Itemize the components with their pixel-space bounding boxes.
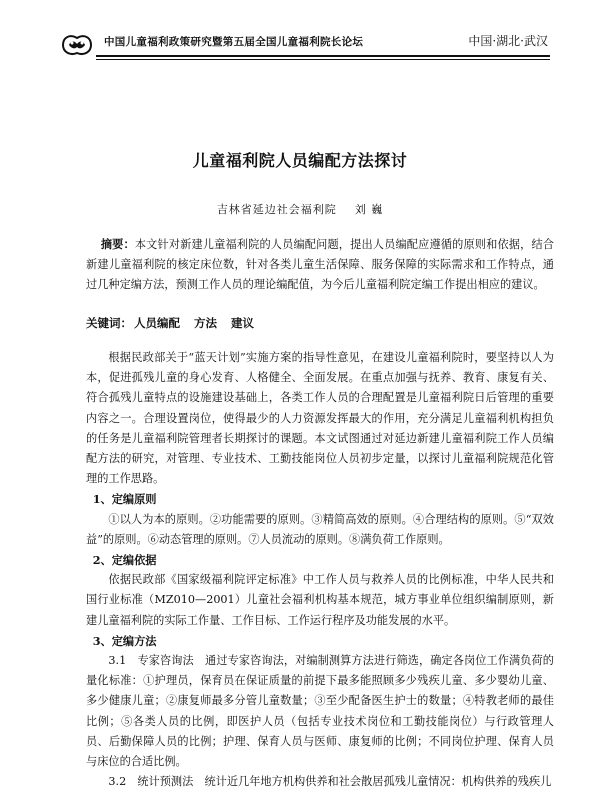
- section-heading: 1、定编原则: [92, 492, 157, 507]
- keyword: 方法: [194, 316, 217, 330]
- subsection-paragraph: 3.1 专家咨询法 通过专家咨询法，对编制测算方法进行筛选，确定各岗位工作满负荷的量化标准：①护理员，保育员在保证质量的前提下最多能照顾多少残疾儿童、多少婴幼儿童、多少健康儿童；②康复师最多分管儿童数量；③至少配备医生护士的数量；④特教老师的最佳比例；⑤各类人员的比例，即医护人员（包括专业技术岗位和工勤技能岗位）与行政管理人员、后勤保障人员的比例；护理、保育人员与医师、康复师的比例；不同岗位护理、保育人员与床位的合适比例。: [86, 654, 554, 769]
- affiliation: 吉林省延边社会福利院: [216, 203, 337, 216]
- section-heading: 3、定编方法: [92, 633, 157, 648]
- keyword: 人员编配: [134, 316, 180, 330]
- keywords-label: 关键词：: [86, 316, 132, 330]
- section-paragraph: ①以人为本的原则。②功能需要的原则。③精简高效的原则。④合理结构的原则。⑤“双效益”的原则。⑥动态管理的原则。⑦人员流动的原则。⑧满负荷工作原则。: [86, 512, 554, 546]
- subsection-paragraph: 3.2 统计预测法 统计近几年地方机构供养和社会散居孤残儿童情况：机构供养的残疾儿: [108, 775, 552, 789]
- keyword: 建议: [231, 316, 254, 330]
- header-rule-thin: [96, 59, 550, 60]
- conference-title: 中国儿童福利政策研究暨第五届全国儿童福利院长论坛: [104, 36, 364, 48]
- abstract-label: 摘要：: [100, 237, 135, 251]
- abstract-text: 本文针对新建儿童福利院的人员编配问题，提出人员编配应遵循的原则和依据，结合新建儿童福利院的核定床位数，针对各类儿童生活保障、服务保障的实际需求和工作特点，通过几种定编方法，预测工作人员的理论编配值，为今后儿童福利院定编工作提出相应的建议。: [86, 238, 554, 291]
- intro-paragraph: 根据民政部关于“蓝天计划”实施方案的指导性意见，在建设儿童福利院时，要坚持以人为本，促进孤残儿童的身心发育、人格健全、全面发展。在重点加强与抚养、教育、康复有关、符合孤残儿童特点的设施建设基础上，各类工作人员的合理配置是儿童福利院日后管理的重要内容之一。合理设置岗位，使得最少的人力资源发挥最大的作用，充分满足儿童福利机构担负的任务是儿童福利院管理者长期探讨的课题。本文试图通过对延边新建儿童福利院工作人员编配方法的研究，对管理、专业技术、工勤技能岗位人员初步定量，以探讨儿童福利院规范化管理的工作思路。: [86, 351, 554, 486]
- header-rule-thick: [96, 55, 550, 57]
- section-paragraph: 依据民政部《国家级福利院评定标准》中工作人员与救养人员的比例标准，中华人民共和国行业标准（MZ010—2001）儿童社会福利机构基本规范，城方事业单位组织编制原则，新建儿童福利院的实际工作量、工作目标、工作运行程序及功能发展的水平。: [86, 573, 554, 627]
- keywords: [86, 315, 268, 331]
- page-header: [0, 0, 600, 64]
- paper-title: 儿童福利院人员编配方法探讨: [192, 151, 408, 170]
- author-line: [0, 201, 600, 217]
- body-text: [86, 348, 554, 792]
- abstract: [86, 234, 554, 295]
- conference-logo-icon: [60, 32, 94, 58]
- section-heading: 2、定编依据: [92, 553, 157, 568]
- conference-place: 中国·湖北·武汉: [468, 34, 548, 48]
- author-name: 刘 巍: [354, 203, 384, 216]
